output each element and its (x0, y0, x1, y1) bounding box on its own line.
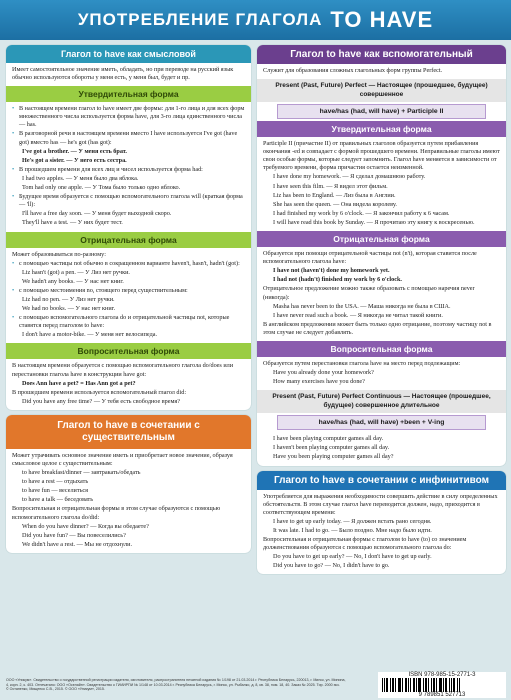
rule-text: • с помощью вспомогательного глагола do и отрицательной частицы not, которые ставятся перед глаголом to have: (12, 314, 245, 330)
example-text: Liz has been to England. — Лиз была в Англии. (273, 191, 396, 199)
section-auxiliary (257, 45, 506, 466)
example-text: It was late. I had to go. — Было поздно. Мне надо было идти. (273, 526, 432, 534)
title-main: УПОТРЕБЛЕНИЕ ГЛАГОЛА (77, 10, 323, 29)
example-text: Liz had no pen. — У Лиз нет ручки. (22, 295, 115, 303)
example-text: I had not (hadn't) finished my work by 6 o'clock. (273, 276, 402, 284)
title-em: TO HAVE (330, 7, 434, 32)
example-text: I don't have a motor-bike. — У меня нет велосипеда. (22, 331, 158, 339)
example-text: We didn't have a rest. — Мы не отдохнули. (22, 540, 133, 548)
formula-box: have/has (had, will have) +been + V-ing (277, 415, 486, 430)
example-text: Liz hasn't (got) a pen. — У Лиз нет ручки. (22, 268, 130, 276)
example-text: When do you have dinner? — Когда вы обедаете? (22, 522, 149, 530)
tense-label: Present (Past, Future) Perfect — Настоящее (прошедшее, будущее) совершенное (257, 79, 506, 102)
example-text: I have never read such a book. — Я никогда не читал такой книги. (273, 311, 443, 319)
right-column (257, 45, 506, 579)
example-text: I will have read this book by Sunday. — Я прочитаю эту книгу к воскресенью. (273, 218, 475, 226)
subheader-question: Вопросительная форма (257, 341, 506, 357)
section-header: Глагол to have в сочетании с инфинитивом (257, 471, 506, 490)
subheader-affirmative: Утвердительная форма (257, 121, 506, 137)
left-column (6, 45, 251, 558)
list-item: to have a talk — беседовать (22, 496, 94, 504)
rule-text: Отрицательное предложение можно также образовать с помощью наречия never (никогда): (263, 285, 475, 301)
intro-text: Может утрачивать основное значение иметь и приобретает новое значение, образуя смысловое целое с существительным: (12, 451, 233, 467)
example-text: Tom had only one apple. — У Тома было только одно яблоко. (22, 184, 181, 192)
list-item: to have breakfast/dinner — завтракать/обедать (22, 469, 141, 477)
subheader-question: Вопросительная форма (6, 343, 251, 359)
formula-box: have/has (had, will have) + Participle II (277, 104, 486, 119)
example-text: I haven't been playing computer games all day. (273, 444, 390, 452)
rule-text: • с помощью местоимения no, стоящего перед существительным: (12, 287, 245, 295)
rule-text: • В настоящем времени глагол to have имеет две формы: для 1-го лица и для всех форм множественного числа используется форма have, для 3-го лица единственного числа — has. (12, 105, 245, 129)
rule-text: Может образовываться по-разному: (12, 250, 106, 258)
rule-text: • В разговорной речи в настоящем времени вместо I have используется I've got (have got) вместо has — he's got (has got): (12, 130, 245, 146)
example-text: I have seen this film. — Я видел этот фильм. (273, 182, 388, 190)
section-main-verb (6, 45, 251, 410)
rule-text: В английском предложении может быть только одно отрицание, поэтому частицу not в этом случае не следует добавлять. (263, 320, 492, 336)
example-text: Does Ann have a pet? = Has Ann got a pet? (22, 379, 136, 387)
example-text: I've got a brother. — У меня есть брат. (22, 147, 127, 155)
example-text: They'll have a test. — У них будет тест. (22, 219, 123, 227)
copyright-text: © Остапенко, Мищенко С.В., 2015. © ООО «Уникум», 2015. (6, 687, 105, 691)
example-text: Did you have fun? — Вы повеселились? (22, 531, 126, 539)
example-text: Did you have any free time? — У тебя есть свободное время? (22, 397, 181, 405)
example-text: Masha has never been to the USA. — Маша никогда не была в США. (273, 302, 451, 310)
barcode (382, 678, 502, 692)
rule-text: В прошедшем времени используется вспомогательный глагол did: (12, 388, 187, 396)
title-bar (0, 0, 511, 40)
rule-text: Вопросительная и отрицательная формы в этом случае образуются с помощью вспомогательного глагола do/did: (12, 505, 221, 521)
section-header: Глагол to have как смысловой (6, 45, 251, 63)
example-text: He's got a sister. — У него есть сестра. (22, 156, 127, 164)
tense-label: Present (Past, Future) Perfect Continuous — Настоящее (прошедшее, будущее) совершенное длительное (257, 390, 506, 413)
section-header: Глагол to have в сочетании с существительным (6, 415, 251, 449)
subheader-affirmative: Утвердительная форма (6, 86, 251, 102)
example-text: Did you have to go? — No, I didn't have to go. (273, 562, 390, 570)
example-text: Have you been playing computer games all day? (273, 453, 394, 461)
rule-text: • В прошедшем времени для всех лиц и чисел используется форма had: (12, 166, 245, 174)
rule-text: Вопросительная и отрицательная формы с глаголом to have (to) со значением долженствования образуются с помощью вспомогательного глагола do: (263, 536, 467, 552)
example-text: I had finished my work by 6 o'clock. — Я закончил работу к 6 часам. (273, 209, 450, 217)
publisher-info: ООО «Уникум». Свидетельство о государственной регистрации издателя, изготовителя, распространителя печатной издания № 1/198 от 21.03.2014 г. Республика Беларусь, 220013, г. Минск, ул. Минина, 4, корп. 2, к. 403. Отпечатано: ООО «Оселайн». Свидетельство о ГИИИРПИ № 1/148 от 10.03.2014 г. Республика Беларусь, г. Минск, ул. Рыбалко, д. 8, кв. 38, пом. 18, 40. Заказ № 2025. Тир. 2000 экз. (6, 678, 346, 687)
intro-text: Имеет самостоятельное значение иметь, обладать, но при переводе на русский язык обычно используются обороты у меня есть, у меня был, будет и пр. (12, 66, 234, 82)
example-text: Have you already done your homework? (273, 369, 374, 377)
isbn-block (378, 672, 506, 698)
list-item: to have a rest — отдыхать (22, 478, 89, 486)
example-text: I have done my homework. — Я сделал домашнюю работу. (273, 173, 426, 181)
example-text: How many exercises have you done? (273, 378, 365, 386)
example-text: I have not (haven't) done my homework yet. (273, 267, 390, 275)
rule-text: Образуется путем перестановки глагола have на место перед подлежащим: (263, 359, 461, 367)
example-text: We had no books. — У нас нет книг. (22, 305, 116, 313)
example-text: I have been playing computer games all day. (273, 435, 384, 443)
example-text: I have to get up early today. — Я должен встать рано сегодня. (273, 517, 432, 525)
section-with-infinitive (257, 471, 506, 575)
intro-text: Служит для образования сложных глагольных форм группы Perfect. (263, 67, 443, 74)
imprint-text (6, 678, 346, 692)
rule-text: Participle II (причастие II) от правильных глаголов образуется путем прибавления окончания -ed и совпадает с формой прошедшего времени. Неправильные глаголы имеют свои особые формы, которые следует запомнить. Глагол have меняется в зависимости от требуемого времени, форма причастия остается неизменной. (263, 140, 500, 172)
example-text: I'll have a free day soon. — У меня будет выходной скоро. (22, 210, 172, 218)
section-header: Глагол to have как вспомогательный (257, 45, 506, 64)
rule-text: В настоящем времени образуется с помощью вспомогательного глагола do/does или перестановки глагола have в конструкции have got: (12, 362, 234, 378)
example-text: We hadn't any books. — У нас нет книг. (22, 277, 124, 285)
isbn-number: ISBN 978-985-15-2771-3 (408, 672, 476, 678)
rule-text: • Будущее время образуется с помощью вспомогательного глагола will (краткая форма — 'll): (12, 193, 245, 209)
section-with-noun (6, 415, 251, 553)
barcode-number: 9 789851 527713 (418, 692, 466, 698)
intro-text: Употребляется для выражения необходимости совершить действие в силу определенных обстоятельств. В этом случае глагол have переводится должен, надо, приходится в соответствующем времени: (263, 492, 498, 516)
subheader-negative: Отрицательная форма (257, 231, 506, 247)
rule-text: • с помощью частицы not обычно в сокращенном варианте haven't, hasn't, hadn't (got): (12, 260, 245, 268)
subheader-negative: Отрицательная форма (6, 232, 251, 248)
list-item: to have fun — веселиться (22, 487, 88, 495)
example-text: I had two apples. — У меня было два яблока. (22, 174, 139, 182)
example-text: Do you have to get up early? — No, I don't have to get up early. (273, 553, 432, 561)
example-text: She has seen the queen. — Она видела королеву. (273, 200, 397, 208)
rule-text: Образуется при помощи отрицательной частицы not (n't), которая ставится после вспомогательного глагола have: (263, 250, 477, 266)
